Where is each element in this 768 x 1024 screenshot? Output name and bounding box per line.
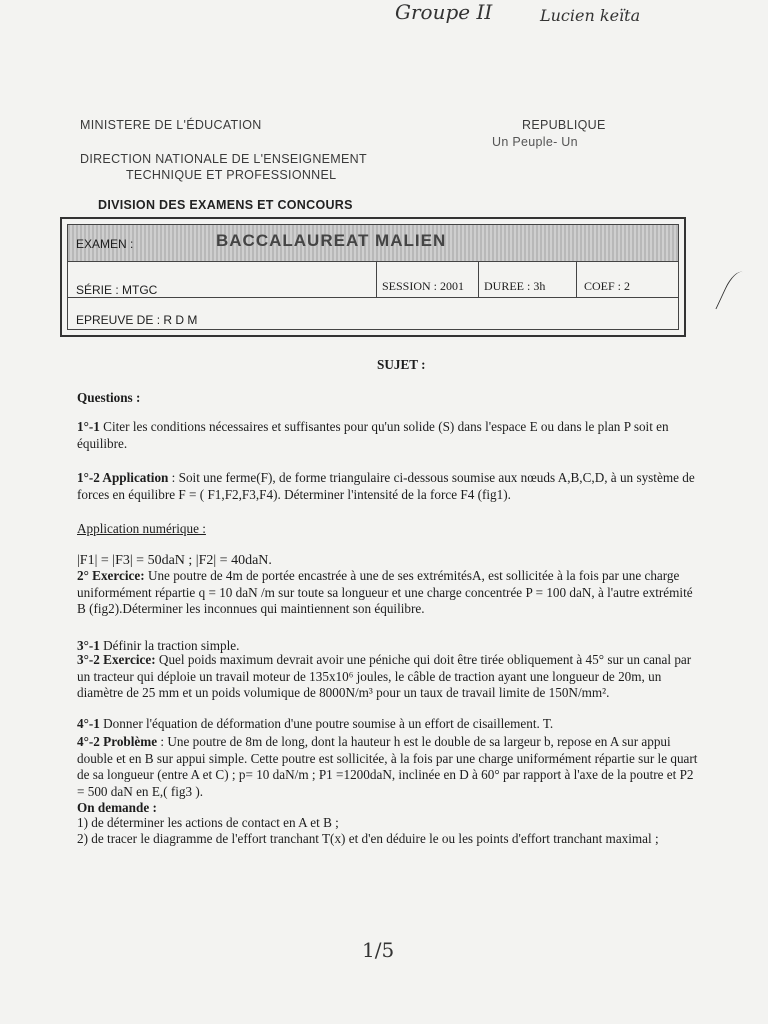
- exam-value: BACCALAUREAT MALIEN: [216, 231, 447, 250]
- on-demande: On demande :: [77, 800, 157, 815]
- demand-1: 1) de déterminer les actions de contact en A et B ;: [77, 815, 339, 830]
- questions-title: Questions :: [77, 390, 141, 405]
- epreuve-cell: EPREUVE DE : R D M: [76, 313, 198, 327]
- exam-info-box: [60, 217, 686, 337]
- motto-header: Un Peuple- Un: [492, 135, 578, 149]
- demand-2: 2) de tracer le diagramme de l'effort tranchant T(x) et d'en déduire le ou les points d'effort tranchant maximal ;: [77, 831, 659, 846]
- question-2: 2° Exercice: Une poutre de 4m de portée encastrée à une de ses extrémitésA, est sollicitée à la fois par une charge uniformément répartie q = 10 daN /m sur toute sa longueur et une charge concentrée P = 100 daN, à l'autre extrémité B (fig2).Déterminer les inconnues qui maintiennent son équilibre.: [77, 568, 693, 616]
- exam-label: EXAMEN :: [76, 237, 134, 251]
- coef-cell: COEF : 2: [584, 279, 631, 293]
- direction-line2: TECHNIQUE ET PROFESSIONNEL: [126, 168, 337, 182]
- session-cell: SESSION : 2001: [382, 279, 465, 293]
- ministry-header: MINISTERE DE L'ÉDUCATION: [80, 118, 262, 132]
- handwritten-page-number: 1/5: [362, 938, 395, 962]
- republic-header: REPUBLIQUE: [522, 118, 606, 132]
- question-4-1: 4°-1 Donner l'équation de déformation d'une poutre soumise à un effort de cisaillement. T.: [77, 716, 554, 731]
- application-numerique: Application numérique :: [77, 521, 206, 536]
- division-header: DIVISION DES EXAMENS ET CONCOURS: [98, 198, 353, 212]
- question-3-1: 3°-1 Définir la traction simple.: [77, 638, 240, 653]
- question-4-2: 4°-2 Problème : Une poutre de 8m de long, dont la hauteur h est le double de sa largeur b, repose en A sur appui double et en B sur appui simple. Cette poutre est sollicitée, à la fois par une charge uniformément répartie sur le quart de sa longueur (entre A et C) ; p= 10 daN/m ; P1 =1200daN, inclinée en D à 60° par rapport à l'axe de la poutre et P2 = 500 daN en E,( fig3 ).: [77, 734, 698, 799]
- direction-line1: DIRECTION NATIONALE DE L'ENSEIGNEMENT: [80, 152, 367, 166]
- margin-mark: [715, 268, 751, 317]
- handwritten-name: Lucien keïta: [540, 6, 641, 25]
- application-values: |F1| = |F3| = 50daN ; |F2| = 40daN.: [77, 553, 272, 568]
- question-1-1: 1°-1 Citer les conditions nécessaires et suffisantes pour qu'un solide (S) dans l'espace E ou dans le plan P soit en équilibre.: [77, 419, 669, 451]
- handwritten-group: Groupe II: [395, 0, 493, 24]
- question-1-2: 1°-2 Application : Soit une ferme(F), de forme triangulaire ci-dessous soumise aux nœuds A,B,C,D, à un système de forces en équilibre F = ( F1,F2,F3,F4). Déterminer l'intensité de la force F4 (fig1).: [77, 470, 695, 502]
- serie-cell: SÉRIE : MTGC: [76, 283, 158, 297]
- sujet-heading: SUJET :: [377, 357, 426, 372]
- question-3-2: 3°-2 Exercice: Quel poids maximum devrait avoir une péniche qui doit être tirée obliquement à 45° sur un canal par un tracteur qui déploie un travail moteur de 135x10⁶ joules, le câble de traction ayant une longueur de 20m, un diamètre de 25 mm et un poids volumique de 8000N/m³ pour un taux de travail limite de 150N/mm².: [77, 652, 692, 700]
- duree-cell: DUREE : 3h: [484, 279, 546, 293]
